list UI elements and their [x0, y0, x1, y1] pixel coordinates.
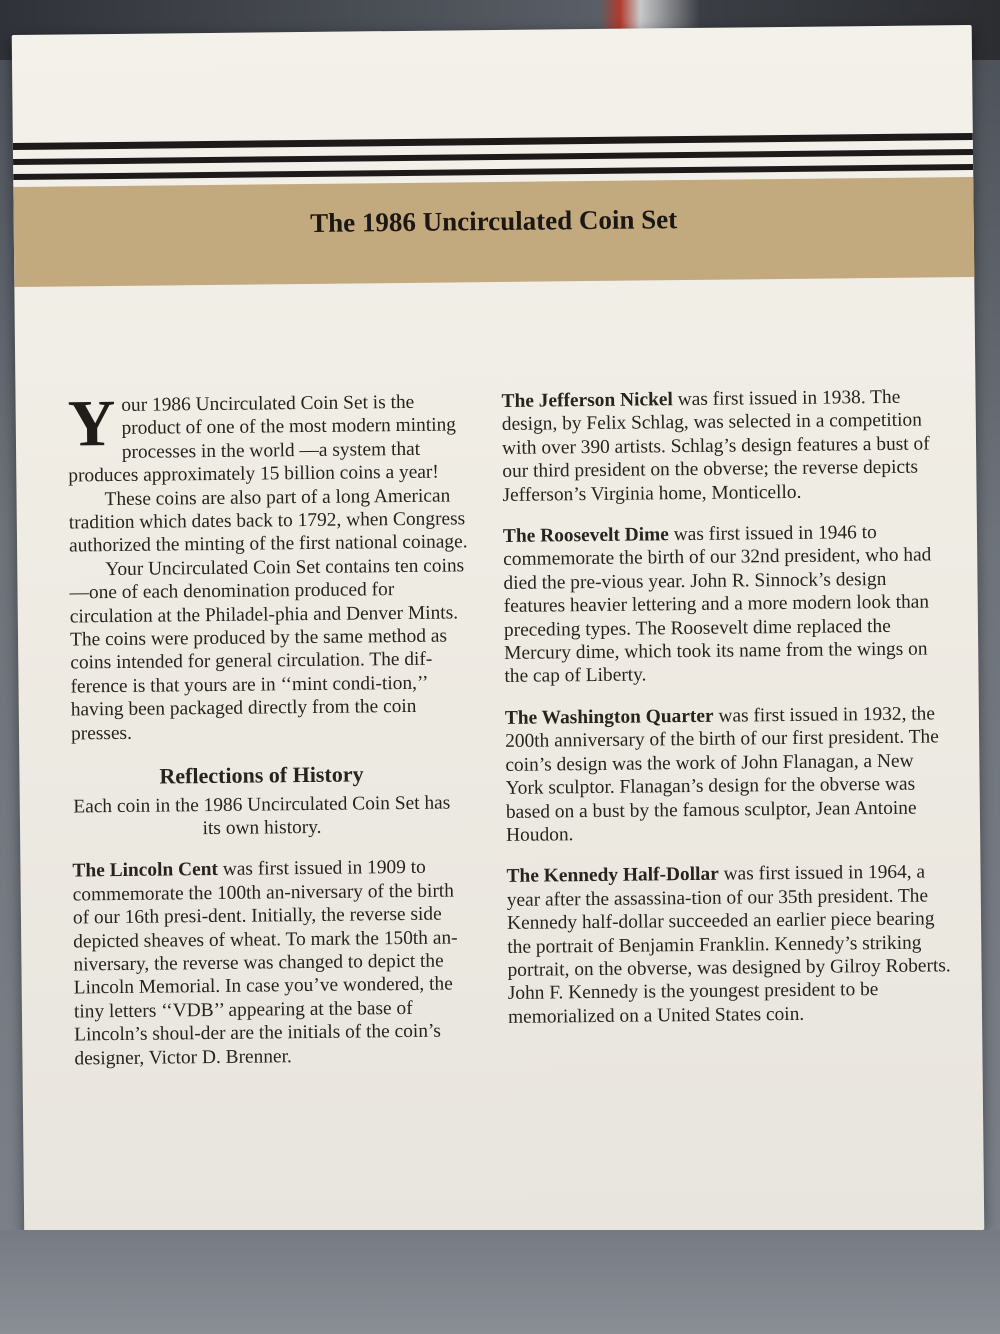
- right-column: [501, 385, 954, 1029]
- intro-paragraph-1: [67, 386, 468, 488]
- kennedy-half-dollar-text: was first issued in 1964, a year after the assassina-tion of our 35th president. The Kennedy half-dollar succeeded an earlier piece bearing the portrait of Benjamin Franklin. Kennedy’s striking portrait, on the obverse, was designed by Gilroy Roberts. John F. Kennedy is the youngest president to be memorialized on a United States coin.: [506, 861, 951, 1028]
- washington-quarter-text: was first issued in 1932, the 200th anniversary of the birth of our first president. The coin’s design was the work of John Flanagan, a New York sculptor. Flanagan’s design for the obverse was based on a bust by the famous sculptor, Jean Antoine Houdon.: [505, 703, 939, 846]
- jefferson-nickel-name: The Jefferson Nickel: [501, 389, 673, 412]
- intro-paragraph-2: These coins are also part of a long American tradition which dates back to 1792, when Congress authorized the minting of the first national coinage.: [68, 485, 468, 557]
- coin-set-insert-card: [12, 25, 985, 1240]
- jefferson-nickel-paragraph: [501, 385, 948, 507]
- washington-quarter-name: The Washington Quarter: [504, 705, 714, 729]
- roosevelt-dime-paragraph: [503, 520, 951, 689]
- history-heading: Reflections of History: [159, 761, 364, 789]
- history-intro: Each coin in the 1986 Uncirculated Coin Set has its own history.: [73, 792, 451, 840]
- roosevelt-dime-text: was first issued in 1946 to commemorate the birth of our 32nd president, who had died the pre-vious year. John R. Sinnock’s design features heavier lettering and a more modern look than preceding types. The Roosevelt dime replaced the Mercury dime, which took its name from the wings on the cap of Liberty.: [503, 522, 932, 688]
- header-stripe-1: [13, 133, 973, 150]
- header-stripe-2: [13, 149, 973, 165]
- lincoln-cent-name: The Lincoln Cent: [72, 859, 219, 882]
- left-column: [67, 386, 474, 1070]
- table-surface: [0, 1230, 1000, 1334]
- lincoln-cent-text: was first issued in 1909 to commemorate the 100th an-niversary of the birth of our 16th presi-dent. Initially, the reverse side depicted sheaves of wheat. To mark the 150th an-niversary, the reverse was changed to depict the Lincoln Memorial. In case you’ve wondered, the tiny letters ‘‘VDB’’ appearing at the base of Lincoln’s shoul-der are the initials of the coin’s designer, Victor D. Brenner.: [72, 857, 458, 1070]
- roosevelt-dime-name: The Roosevelt Dime: [502, 524, 669, 547]
- page-title: The 1986 Uncirculated Coin Set: [310, 204, 678, 238]
- jefferson-nickel-text: was first issued in 1938. The design, by Felix Schlag, was selected in a competition with over 390 artists. Schlag’s design features a bust of our third president on the obverse; the reverse depicts Jefferson’s Virginia home, Monticello.: [501, 386, 930, 506]
- intro-text-1: our 1986 Uncirculated Coin Set is the product of one of the most modern minting processes in the world —a system that produces approximately 15 billion coins a year!: [68, 391, 457, 487]
- lincoln-cent-paragraph: [72, 856, 474, 1071]
- washington-quarter-paragraph: [505, 702, 952, 847]
- kennedy-half-dollar-paragraph: [506, 861, 954, 1030]
- kennedy-half-dollar-name: The Kennedy Half-Dollar: [506, 864, 719, 888]
- intro-paragraph-3: Your Uncirculated Coin Set contains ten coins—one of each denomination produced for circulation at the Philadel-phia and Denver Mints. The coins were produced by the same method as coins intended for general circulation. The dif-ference is that yours are in ‘‘mint condi-tion,’’ having been packaged directly from the coin presses.: [69, 555, 465, 745]
- drop-cap: Y: [67, 386, 116, 461]
